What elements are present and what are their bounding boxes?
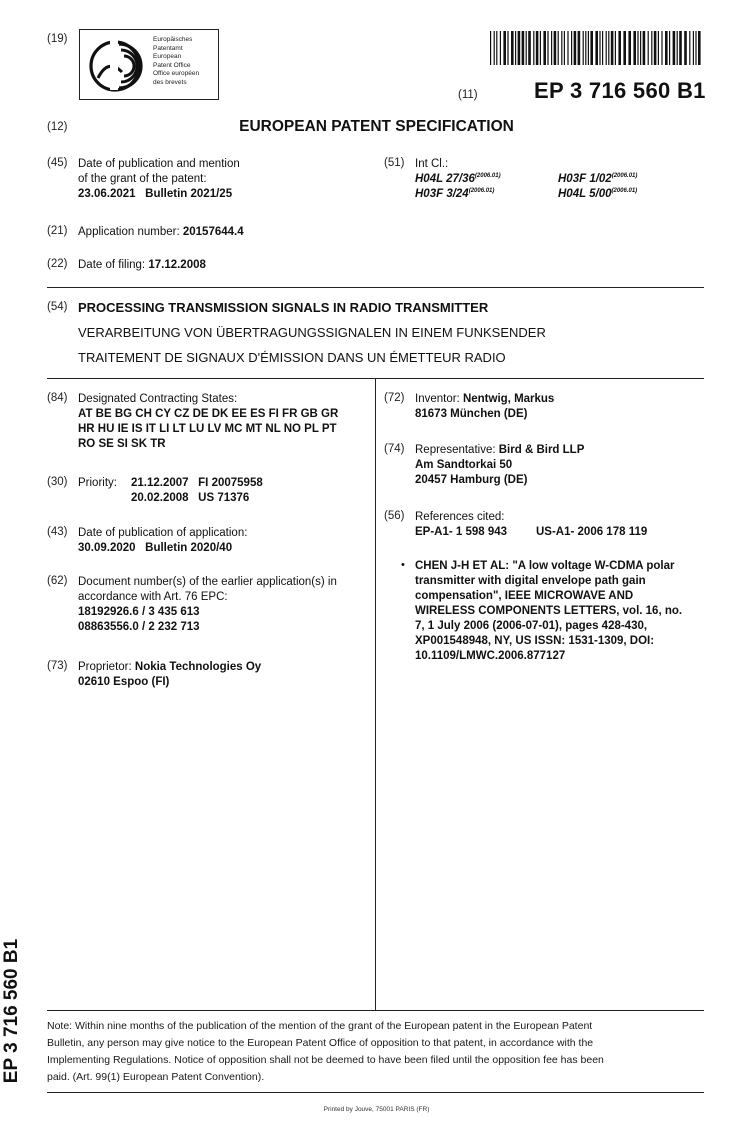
priority-label: Priority: [78, 477, 117, 489]
filing-date-label: Date of filing: [78, 259, 146, 271]
office-name-en-2: Patent Office [153, 61, 191, 69]
application-publication-date: 30.09.2020 [78, 542, 136, 554]
priority-entry-1: 21.12.2007 FI 20075958 [131, 477, 263, 489]
office-name-fr-2: des brevets [153, 78, 187, 86]
grant-date: 23.06.2021 [78, 188, 136, 200]
barcode [490, 31, 703, 65]
designated-states-line-3: RO SE SI SK TR [78, 438, 166, 450]
application-publication-bulletin: Bulletin 2020/40 [145, 542, 233, 554]
bullet-icon: • [401, 559, 405, 571]
office-name-en-1: European [153, 53, 182, 61]
inid-code-51: (51) [384, 157, 405, 169]
int-cl-row-2: H03F $3/24^{(2006.01)}$ [415, 188, 495, 200]
inid-code-22: (22) [47, 258, 68, 270]
inid-code-56: (56) [384, 510, 405, 522]
divider-top [47, 287, 704, 288]
office-logo-box [79, 29, 219, 100]
inventor-label: Inventor: [415, 393, 460, 405]
divider-bottom [47, 1092, 704, 1093]
representative-label: Representative: [415, 444, 496, 456]
inid-code-43: (43) [47, 526, 68, 538]
earlier-application-1: 18192926.6 / 3 435 613 [78, 606, 200, 618]
title-english: PROCESSING TRANSMISSION SIGNALS IN RADIO TRANSMITTER [78, 300, 489, 315]
inid-code-30: (30) [47, 476, 68, 488]
inid-code-62: (62) [47, 575, 68, 587]
opposition-note: Note: Within nine months of the publication of the mention of the grant of the European patent in the European Patent Bulletin, any person may give notice to the European Patent Office of opposition to that patent, in accordance with the Implementing Regulations. Notice of opposition shall not be deemed to have been filed until the opposition fee has been paid. (Art. 99(1) European Patent Convention). [47, 1020, 604, 1083]
int-cl-row-2b: H04L $5/00^{(2006.01)}$ [558, 188, 638, 200]
inid-code-45: (45) [47, 157, 68, 169]
inid-code-54: (54) [47, 301, 68, 313]
title-french: TRAITEMENT DE SIGNAUX D'ÉMISSION DANS UN ÉMETTEUR RADIO [78, 350, 506, 365]
office-name-de-2: Patentamt [153, 44, 183, 52]
office-name-fr-1: Office européen [153, 70, 200, 78]
application-number-label: Application number: [78, 226, 180, 238]
grant-bulletin: Bulletin 2021/25 [145, 188, 233, 200]
npl-citation: CHEN J-H ET AL: "A low voltage W-CDMA polar transmitter with digital envelope path gain compensation", IEEE MICROWAVE AND WIRELESS COMPONENTS LETTERS, vol. 16, no. 7, 1 July 2006 (2006-07-01), pages 428-430, XP001548948, NY, US ISSN: 1531-1309, DOI: 10.1109/LMWC.2006.877127 [415, 560, 683, 662]
patent-citation-1: EP-A1- 1 598 943 [415, 526, 508, 538]
inid-code-11: (11) [458, 89, 478, 101]
representative-name: Bird & Bird LLP [498, 444, 585, 456]
patent-citation-2: US-A1- 2006 178 119 [536, 526, 648, 538]
inid-code-73: (73) [47, 660, 68, 672]
representative-address-1: Am Sandtorkai 50 [415, 459, 513, 471]
side-publication-number: EP 3 716 560 B1 [1, 938, 22, 1084]
divider-note [47, 1010, 704, 1011]
designated-states-line-2: HR HU IE IS IT LI LT LU LV MC MT NL NO PL PT [78, 423, 337, 435]
inid-code-12: (12) [47, 121, 68, 133]
proprietor-name: Nokia Technologies Oy [134, 661, 262, 673]
document-type: EUROPEAN PATENT SPECIFICATION [239, 118, 514, 135]
inid-code-21: (21) [47, 225, 68, 237]
printer-imprint: Printed by Jouve, 75001 PARIS (FR) [323, 1106, 430, 1113]
proprietor-label: Proprietor: [78, 661, 132, 673]
office-name-de-1: Europäisches [153, 36, 193, 43]
publication-number: EP 3 716 560 B1 [534, 78, 706, 103]
representative-address-2: 20457 Hamburg (DE) [415, 474, 528, 486]
epo-logo-icon [86, 36, 144, 94]
int-cl-row-1: H04L $27/36^{(2006.01)}$ [415, 173, 501, 185]
inid-code-84: (84) [47, 392, 68, 404]
earlier-applications-label-1: Document number(s) of the earlier application(s) in [78, 576, 337, 588]
proprietor-address: 02610 Espoo (FI) [78, 676, 170, 688]
column-divider [375, 378, 376, 1010]
filing-date: 17.12.2008 [148, 259, 206, 271]
grant-label-2: of the grant of the patent: [78, 173, 207, 185]
inid-code-19: (19) [47, 33, 68, 45]
designated-states-label: Designated Contracting States: [78, 393, 238, 405]
application-publication-label: Date of publication of application: [78, 527, 248, 539]
priority-entry-2: 20.02.2008 US 71376 [131, 492, 250, 504]
references-label: References cited: [415, 511, 505, 523]
earlier-applications-label-2: accordance with Art. 76 EPC: [78, 591, 228, 603]
title-german: VERARBEITUNG VON ÜBERTRAGUNGSSIGNALEN IN EINEM FUNKSENDER [78, 325, 546, 340]
inventor-address: 81673 München (DE) [415, 408, 528, 420]
earlier-application-2: 08863556.0 / 2 232 713 [78, 621, 200, 633]
int-cl-label: Int Cl.: [415, 158, 449, 170]
grant-label-1: Date of publication and mention [78, 158, 240, 170]
inid-code-74: (74) [384, 443, 405, 455]
inid-code-72: (72) [384, 392, 405, 404]
inventor-name: Nentwig, Markus [462, 393, 555, 405]
application-number: 20157644.4 [182, 226, 244, 238]
int-cl-row-1b: H03F $1/02^{(2006.01)}$ [558, 173, 638, 185]
designated-states-line-1: AT BE BG CH CY CZ DE DK EE ES FI FR GB GR [78, 408, 339, 420]
